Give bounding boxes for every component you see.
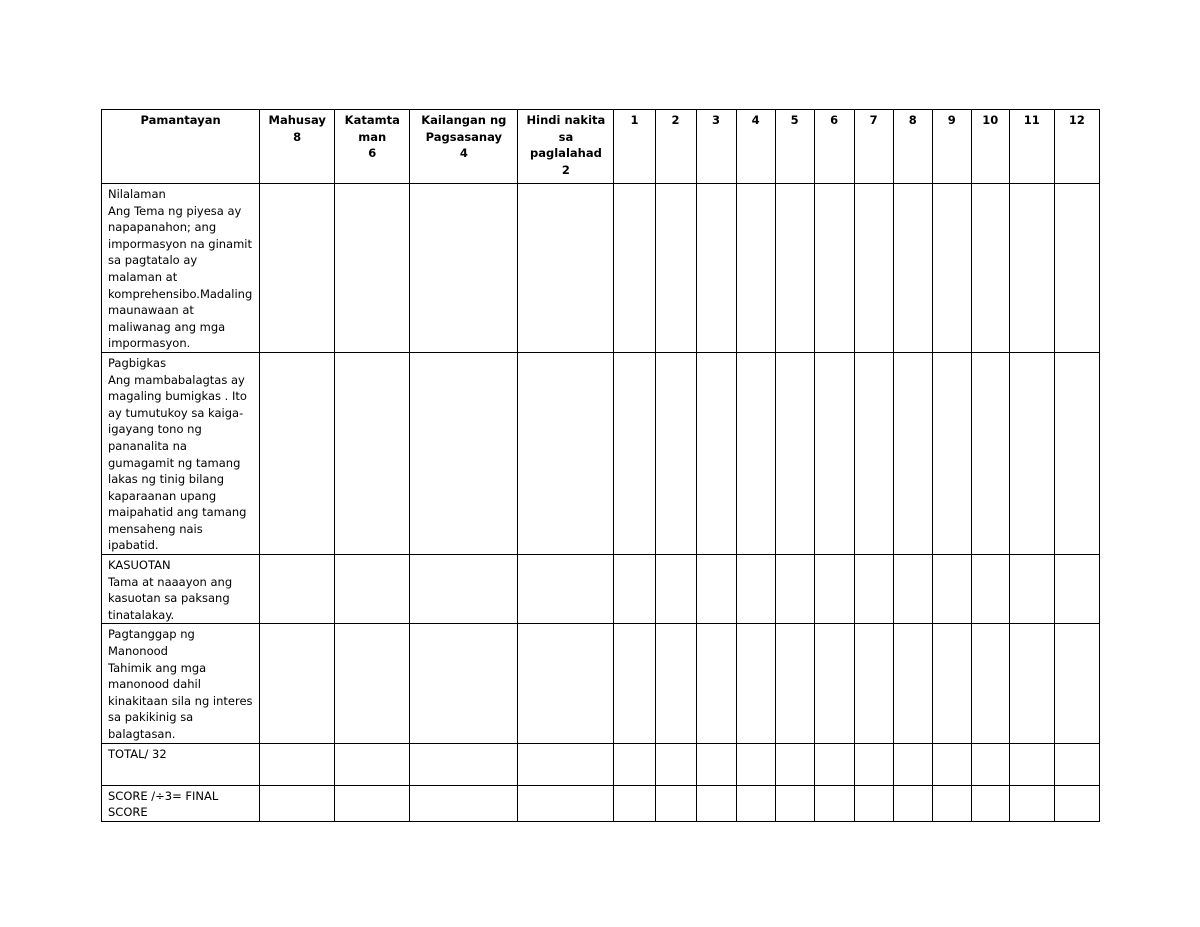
score-number-cell [893, 785, 932, 821]
score-number-cell [696, 555, 736, 624]
header-criteria: Pamantayan [102, 110, 260, 184]
score-level-cell [518, 352, 614, 554]
criterion-cell [102, 184, 260, 353]
score-level-cell [335, 184, 410, 353]
rubric-table [101, 109, 1100, 822]
score-number-cell [1054, 785, 1099, 821]
score-number-cell [736, 184, 775, 353]
criterion-title: Nilalaman [108, 187, 166, 201]
score-number-cell [971, 352, 1009, 554]
rubric-row [102, 184, 1100, 353]
score-number-cell [655, 352, 696, 554]
criterion-description: Ang Tema ng piyesa ay napapanahon; ang impormasyon na ginamit sa pagtatalo ay malaman at komprehensibo.Madaling maunawaan at maliwanag ang mga impormasyon. [108, 203, 253, 351]
header-level-points: 8 [293, 129, 302, 144]
header-number: 7 [854, 110, 893, 184]
score-number-cell [696, 184, 736, 353]
score-number-cell [814, 184, 854, 353]
score-number-cell [932, 555, 971, 624]
score-level-cell [518, 555, 614, 624]
score-number-cell [614, 743, 655, 785]
header-level-line: paglalahad [530, 146, 602, 161]
score-number-cell [854, 785, 893, 821]
score-number-cell [736, 624, 775, 743]
score-number-cell [932, 624, 971, 743]
score-number-cell [1009, 184, 1054, 353]
header-number: 2 [655, 110, 696, 184]
criterion-cell [102, 352, 260, 554]
score-level-cell [260, 743, 335, 785]
score-number-cell [814, 555, 854, 624]
score-number-cell [775, 624, 814, 743]
header-level-points: 4 [459, 146, 468, 161]
score-number-cell [696, 624, 736, 743]
score-level-cell [335, 743, 410, 785]
score-level-cell [335, 352, 410, 554]
score-number-cell [1054, 184, 1099, 353]
score-number-cell [932, 743, 971, 785]
score-number-cell [696, 743, 736, 785]
score-number-cell [614, 785, 655, 821]
score-number-cell [614, 352, 655, 554]
rubric-body [102, 184, 1100, 822]
score-number-cell [893, 555, 932, 624]
score-number-cell [971, 785, 1009, 821]
score-number-cell [932, 352, 971, 554]
score-number-cell [655, 743, 696, 785]
criterion-title: Pagbigkas [108, 355, 167, 370]
score-number-cell [814, 785, 854, 821]
score-number-cell [1009, 743, 1054, 785]
score-number-cell [614, 184, 655, 353]
header-level-hindi-nakita [518, 110, 614, 184]
score-number-cell [655, 785, 696, 821]
criterion-description: Ang mambabalagtas ay magaling bumigkas . Ito ay tumutukoy sa kaiga-igayang tono ng pananalita na gumagamit ng tamang lakas ng tinig bilang kaparaanan upang maipahatid ang tamang mensaheng nais ipabatid. [108, 372, 247, 553]
score-number-cell [1009, 785, 1054, 821]
score-level-cell [335, 785, 410, 821]
header-level-points: 6 [368, 146, 377, 161]
score-number-cell [971, 555, 1009, 624]
header-level-mahusay [260, 110, 335, 184]
score-number-cell [854, 555, 893, 624]
score-number-cell [932, 785, 971, 821]
header-level-points: 2 [561, 162, 570, 177]
score-number-cell [775, 184, 814, 353]
score-number-cell [1054, 624, 1099, 743]
header-level-katamtaman [335, 110, 410, 184]
rubric-row [102, 352, 1100, 554]
score-level-cell [410, 555, 518, 624]
score-number-cell [614, 624, 655, 743]
header-number: 11 [1009, 110, 1054, 184]
score-level-cell [410, 743, 518, 785]
score-number-cell [775, 352, 814, 554]
score-level-cell [410, 785, 518, 821]
header-level-line: Hindi nakita [526, 113, 606, 127]
score-number-cell [696, 352, 736, 554]
score-level-cell [335, 555, 410, 624]
score-number-cell [655, 624, 696, 743]
score-number-cell [893, 352, 932, 554]
score-level-cell [518, 184, 614, 353]
score-number-cell [1054, 352, 1099, 554]
score-number-cell [655, 184, 696, 353]
score-number-cell [736, 555, 775, 624]
score-number-cell [854, 743, 893, 785]
score-number-cell [971, 743, 1009, 785]
criterion-cell [102, 624, 260, 743]
header-level-line: Katamta [344, 113, 400, 127]
score-number-cell [696, 785, 736, 821]
score-number-cell [614, 555, 655, 624]
criterion-cell [102, 555, 260, 624]
score-number-cell [1054, 743, 1099, 785]
rubric-row [102, 743, 1100, 785]
rubric-row [102, 624, 1100, 743]
criterion-title: Pagtanggap ng Manonood [108, 627, 195, 659]
score-number-cell [971, 184, 1009, 353]
score-number-cell [655, 555, 696, 624]
criterion-cell [102, 785, 260, 821]
score-level-cell [410, 352, 518, 554]
header-number: 9 [932, 110, 971, 184]
score-number-cell [932, 184, 971, 353]
header-row [102, 110, 1100, 184]
score-level-cell [518, 624, 614, 743]
score-level-cell [410, 624, 518, 743]
score-number-cell [775, 555, 814, 624]
header-level-line: Pagsasanay [425, 129, 503, 144]
score-number-cell [971, 624, 1009, 743]
header-number: 8 [893, 110, 932, 184]
score-number-cell [736, 743, 775, 785]
score-level-cell [410, 184, 518, 353]
score-level-cell [260, 555, 335, 624]
score-level-cell [260, 352, 335, 554]
score-level-cell [518, 785, 614, 821]
criterion-description: Tama at naaayon ang kasuotan sa paksang tinatalakay. [108, 574, 233, 622]
header-level-line: Mahusay [268, 113, 326, 127]
score-number-cell [814, 624, 854, 743]
score-level-cell [260, 184, 335, 353]
header-number: 10 [971, 110, 1009, 184]
header-number: 4 [736, 110, 775, 184]
rubric-row [102, 555, 1100, 624]
header-number: 6 [814, 110, 854, 184]
header-level-line: sa [558, 129, 574, 144]
score-number-cell [775, 785, 814, 821]
score-number-cell [775, 743, 814, 785]
score-number-cell [1054, 555, 1099, 624]
score-number-cell [1009, 352, 1054, 554]
header-level-line: man [358, 129, 387, 144]
score-level-cell [518, 743, 614, 785]
criterion-cell [102, 743, 260, 785]
score-number-cell [854, 624, 893, 743]
header-number: 1 [614, 110, 655, 184]
score-number-cell [814, 352, 854, 554]
header-number: 5 [775, 110, 814, 184]
header-number: 12 [1054, 110, 1099, 184]
score-number-cell [814, 743, 854, 785]
score-number-cell [854, 352, 893, 554]
score-number-cell [736, 785, 775, 821]
rubric-row [102, 785, 1100, 821]
header-level-kailangan [410, 110, 518, 184]
score-number-cell [1009, 555, 1054, 624]
score-number-cell [893, 184, 932, 353]
header-level-line: Kailangan ng [421, 113, 507, 127]
criterion-title: KASUOTAN [108, 558, 171, 573]
criterion-title: SCORE /÷3= FINAL SCORE [108, 788, 219, 820]
score-level-cell [260, 785, 335, 821]
score-number-cell [893, 743, 932, 785]
score-number-cell [1009, 624, 1054, 743]
score-number-cell [736, 352, 775, 554]
criterion-title: TOTAL/ 32 [108, 746, 167, 761]
criterion-description: Tahimik ang mga manonood dahil kinakitaan sila ng interes sa pakikinig sa balagtasan. [108, 660, 253, 741]
score-level-cell [335, 624, 410, 743]
score-number-cell [893, 624, 932, 743]
header-number: 3 [696, 110, 736, 184]
score-number-cell [854, 184, 893, 353]
score-level-cell [260, 624, 335, 743]
